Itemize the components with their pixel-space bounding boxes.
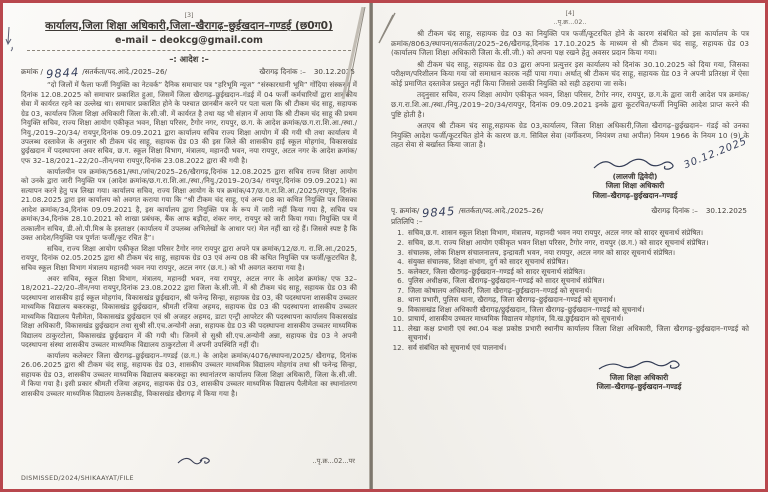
copy-list-item	[391, 295, 749, 305]
copy-list-item	[391, 343, 749, 353]
office-header: कार्यालय,जिला शिक्षा अधिकारी,जिला–खैरागढ़–छुईखदान–गण्डई (छ0ग0)	[45, 20, 333, 32]
item-number: 8.	[397, 295, 404, 305]
copy-list-item	[391, 276, 749, 286]
signatory-name: (लालजी द्विवेदी)	[612, 171, 658, 181]
item-number: 1.	[397, 228, 404, 238]
signature-block	[525, 135, 749, 201]
item-number: 3.	[397, 247, 404, 257]
officer-signature	[590, 154, 680, 172]
item-text: प्राचार्य, शासकीय उच्चतर माध्यमिक विद्यालय मोहगांव, वि.ख.छुईखदान को सूचनार्थ।	[408, 314, 624, 324]
signatory-district: जिला–खैरागढ़–छुईखदान–गण्डई	[596, 382, 682, 392]
file-reference: DISMISSED/2024/SHIKAAYAT/FILE	[21, 475, 134, 482]
body-paragraph: सचिव, राज्य शिक्षा आयोग एकीकृत शिक्षा परिसर टैगोर नगर रायपुर द्वारा अपने पत्र क्रमांक/12/छ.ग. रा.शि.आ./2025, रायपुर, दिनांक 02.05.2025 द्वारा श्री टीकम चंद साहू, सहायक ग्रेड 03 एवं अन्य 08 की कथित नियुक्ति पत्र फर्जी/कूटरचित है, सचिव स्कूल शिक्षा विभाग मंत्रालय महानदी भवन नया रायपुर, अटल नगर (छ.ग.) को भी अवगत कराया गया है।	[21, 243, 357, 272]
copy-list-item	[391, 305, 749, 315]
copy-list-item	[391, 286, 749, 296]
endorsement-reference-line	[391, 204, 747, 221]
place-date-label: खैरागढ़ दिनांक :–	[259, 67, 306, 77]
page-bottom-row	[21, 453, 357, 467]
item-text: लेखा कक्ष प्रभारी एवं स्था.04 कक्ष प्रकोष्ठ प्रभारी स्थानीय कार्यालय जिला शिक्षा अधिकारी, जिला खैरागढ़–छुईखदान–गण्डई को सूचनार्थ।	[408, 323, 749, 343]
copy-list-item	[391, 314, 749, 324]
signatory-title: जिला शिक्षा अधिकारी	[605, 181, 665, 191]
copy-list-item	[391, 238, 749, 248]
body-paragraph: अतएव श्री टीकम चंद साहू,सहायक ग्रेड 03,कार्यालय, जिला शिक्षा अधिकारी,जिला खैरागढ़–छुईखदान– गंडई को उनका नियुक्ति आदेश फर्जी/कूटरचित होने के कारण छ.ग. सिविल सेवा (वर्गीकरण, नियंत्रण तथा अपील) नियम 1966 के नियम 10 (9) के तहत सेवा से बर्खास्त किया जाता है।	[391, 120, 749, 150]
bottom-signature-block	[539, 356, 739, 392]
copy-list-item	[391, 324, 749, 343]
item-number: 6.	[397, 276, 404, 286]
item-text: थाना प्रभारी, पुलिस थाना, खैरागढ़, जिला खैरागढ़–छुईखदान–गण्डई को सूचनार्थ।	[408, 295, 616, 305]
handwritten-date: 30.12.2025	[682, 135, 749, 172]
body-paragraph: अवर सचिव, स्कूल शिक्षा विभाग, मंत्रालय, महानदी भवन, नया रायपुर, अटल नगर के आदेश क्रमांक/ एफ 32–18/2021–22/20–तीन/नया रायपुर,दिनांक 23.08.2022 द्वारा जिला के.सी.जी. में श्री टीकम चंद साहू, सहायक ग्रेड 03 की पदस्थापना शासकीय हाई स्कूल मोहगांव, विकासखंड छुईखदान, श्री फनेन्द्र सिन्हा, सहायक ग्रेड 03, की पदस्थापना शासकीय उच्चतर माध्यमिक विद्यालय बकरकट्टा, विकासखंड छुईखदान, श्रीमती रजिया अहमद, सहायक ग्रेड 03 की पदस्थापना शासकीय उच्चतर माध्यमिक विद्यालय पैलीमेता, विकासखंड छुईखदान एवं श्री अजहर अहमद, डाटा एन्ट्री आपरेटर की पदस्थापना कार्यालय विकासखंड शिक्षा अधिकारी, विकासखंड छुईखदान तथा सुश्री सी.एच.अन्योनी अन्ना, सहायक ग्रेड 03 की पदस्थापना शासकीय उच्चतर माध्यमिक विद्यालय ठाकुरटोला, विकासखंड छुईखदान में की गयी थी। जिनमें से सुश्री सी.एच.अन्योनी अन्ना, सहायक ग्रेड 03 ने अपनी पदस्थापना संस्था शासकीय उच्चतर माध्यमिक विद्यालय ठाकुरटोला में अपनी उपस्थिति नहीं दी।	[21, 273, 357, 349]
item-number: 4.	[397, 257, 404, 267]
continuation-note: ..पृ.क्र...02...पर	[312, 457, 355, 465]
reference-line	[21, 65, 355, 82]
copy-list-item	[391, 257, 749, 267]
item-number: 12.	[392, 343, 404, 352]
copy-list-item	[391, 267, 749, 277]
item-number: 9.	[397, 304, 404, 314]
copy-to-label: प्रतिलिपि :–	[391, 217, 423, 227]
ref-suffix: /सतर्कता/पद.आदे./2025–26/	[82, 67, 167, 77]
copy-list-item	[391, 228, 749, 238]
item-number: 7.	[397, 285, 404, 295]
email-line: e-mail – deokcg@gmail.com	[115, 35, 263, 47]
item-text: विकासखंड शिक्षा अधिकारी खैरागढ़/छुईखदान, जिला खैरागढ़–छुईखदान–गण्डई को सूचनार्थ।	[408, 304, 645, 314]
item-text: सचिव,छ.ग. शासन स्कूल शिक्षा विभाग, मंत्रालय, महानदी भवन नया रायपुर, अटल नगर को सादर सूचनार्थ संप्रेषित।	[408, 228, 704, 238]
body-paragraph: कार्यालय कलेक्टर जिला खैरागढ़–छुईखदान–गण्डई (छ.ग.) के आदेश क्रमांक/4076/स्थापना/2025/ खैरागढ़, दिनांक 26.06.2025 द्वारा श्री टीकम चंद साहू, सहायक ग्रेड 03, शासकीय उच्चतर माध्यमिक विद्यालय मोहगांव तथा श्री फनेन्द्र सिन्हा, सहायक ग्रेड 03, शासकीय उच्चतर माध्यमिक विद्यालय बकरकट्टा का स्थानांतरण कार्यालय जिला शिक्षा अधिकारी, जिला के.सी.जी. में किया गया है। इसी प्रकार श्रीमती रजिया अहमद, सहायक ग्रेड 03, शासकीय उच्चतर माध्यमिक विद्यालय पैलीमेता का स्थानांतरण शासकीय उच्चतर माध्यमिक विद्यालय ठेलकाडीह, विकासखंड खैरागढ़ में किया गया है।	[21, 350, 357, 398]
copy-distribution-list	[391, 228, 749, 352]
body-paragraph: श्री टीकम चंद साहू, सहायक ग्रेड 03 का नियुक्ति पत्र फर्जी/कूटरचित होने के कारण संबंधित को इस कार्यालय के पत्र क्रमांक/8063/स्थापना/सतर्कता/2025–26/खैरागढ़,दिनांक 17.10.2025 के माध्यम से श्री टीकम चंद साहू, सहायक ग्रेड 03 (कार्यालय जिला शिक्षा अधिकारी जिला के.सी.जी.) को अपना पक्ष रखने हेतु अवसर प्रदान किया गया।	[391, 29, 749, 58]
page-number: [3]	[184, 11, 194, 19]
document-page-3	[3, 3, 369, 489]
page-continuation-ref: ..पृ.क्र...02..	[553, 18, 587, 26]
item-text: संयुक्त संचालक, शिक्षा संभाग, दुर्ग को सादर सूचनार्थ संप्रेषित।	[408, 257, 569, 267]
body-paragraph: तद्नुसार सचिव, राज्य शिक्षा आयोग एकीकृत भवन, शिक्षा परिसर, टैगोर नगर, रायपुर, छ.ग.के द्वारा जारी आदेश पत्र क्रमांक/छ.ग.रा.शि.आ./स्था./नियु./2019–20/34/रायपुर, दिनांक 09.09.2021 इनके द्वारा कूटरचित/फर्जी नियुक्ति आदेश प्राप्त करने की पुष्टि होती है।	[391, 90, 749, 119]
body-paragraph: “दो जिलों में फैला फर्जी नियुक्ति का नेटवर्क” दैनिक समाचार पत्र “हरिभूमि न्यूज” “संस्कारधानी भूमि” गोंदिया संस्करण में दिनांक 12.08.2025 को समाचार प्रकाशित हुआ, जिसमें जिला खैरागढ़–छुईखदान–गंडई में 04 फर्जी कर्मचारियों द्वारा शासकीय सेवा में कार्यरत रहने का उल्लेख था। समाचार प्रकाशित होने के पश्चात छानबीन करने पर पता चला कि श्री टीकम चंद साहू, सहायक ग्रेड 03, कार्यालय जिला शिक्षा अधिकारी जिला के.सी.जी. में कार्यरत है तथा यह भी संज्ञान में आया कि श्री टीकम चंद साहू की प्रथम नियुक्ति सचिव, राज्य शिक्षा आयोग एकीकृत भवन, शिक्षा परिसर, टैगोर नगर, रायपुर, छ.ग. के आदेश क्रमांक/छ.ग.रा.शि.आ./स्था./नियु./2019–20/34/ रायपुर,दिनांक 09.09.2021 द्वारा कार्यालय सचिव राज्य शिक्षा आयोग में की गयी थी तथा कार्यालय में उपलब्ध दस्तावेज के अनुसार श्री टीकम चंद साहू, सहायक ग्रेड 03 की इस जिले की शासकीय हाई स्कूल मोहगांव, विकासखंड छुईखदान में पदस्थापना अवर सचिव, छ.ग. स्कूल शिक्षा विभाग, मंत्रालय, महानदी भवन, नया रायपुर, अटल नगर के आदेश क्रमांक/ एफ 32–18/2021–22/20–तीन/नया रायपुर,दिनांक 23.08.2022 द्वारा की गयी है।	[21, 80, 357, 165]
item-text: जिला कोषालय अधिकारी, जिला खैरागढ़–छुईखदान–गण्डई को सूचनार्थ।	[408, 285, 592, 295]
item-text: कलेक्टर, जिला खैरागढ़–छुईखदान–गण्डई को सादर सूचनार्थ संप्रेषित।	[408, 266, 586, 276]
item-text: सचिव, छ.ग. राज्य शिक्षा आयोग एकीकृत भवन शिक्षा परिसर, टैगोर नगर, रायपुर (छ.ग.) को सादर सूचनार्थ संप्रेषित।	[408, 237, 709, 247]
document-page-4	[373, 3, 765, 489]
ref-suffix: /सतर्कता/पद.आदे./2025–26/	[458, 206, 544, 216]
order-heading: –: आदेश :–	[169, 54, 209, 65]
item-number: 10.	[392, 314, 404, 324]
item-text: संचालक, लोक शिक्षण संचालनालय, इन्द्रावती भवन, नया रायपुर, अटल नगर को सादर सूचनार्थ संप्रेषित।	[408, 247, 676, 257]
item-number: 5.	[397, 266, 404, 276]
item-text: पुलिस अधीक्षक, जिला खैरागढ़–छुईखदान–गण्डई को सादर सूचनार्थ संप्रेषित।	[408, 276, 605, 286]
body-paragraph: श्री टीकम चंद साहू, सहायक ग्रेड 03 द्वारा अपना प्रत्युत्तर इस कार्यालय को दिनांक 30.10.2025 को दिया गया, जिसका परीक्षण/परिशीलन किया गया जो समाधान कारक नहीं पाया गया। अर्थात् श्री टीकम चंद साहू, सहायक ग्रेड 03 ने अपनी प्रतिरक्षा में ऐसा कोई प्रमाणित दस्तावेज प्रस्तुत नहीं किया जिससे उसकी नियुक्ति को सही ठहराया जा सके।	[391, 59, 749, 89]
page-number: [4]	[565, 9, 575, 17]
signatory-district: जिला–खैरागढ़–छुईखदान–गण्डई	[592, 190, 678, 200]
officer-initials-signature	[176, 453, 218, 467]
ref-prefix: क्रमांक /	[21, 67, 43, 77]
body-paragraph: कार्यालयीन पत्र क्रमांक/5681/स्था./जांच/2025–26/खैरागढ़,दिनांक 12.08.2025 द्वारा सचिव राज्य शिक्षा आयोग को उनके द्वारा जारी नियुक्ति पत्र (आदेश क्रमांक/छ.ग.रा.शि.आ./स्था./नियु./2019–20/34/ रायपुर,दिनांक 09.09.2021) का सत्यापन करने हेतु पत्र लिखा गया। कार्यालय सचिव, राज्य शिक्षा आयोग के पत्र क्रमांक/47/छ.ग.रा.शि.आ./2025/रायपुर, दिनांक 21.08.2025 द्वारा इस कार्यालय को अवगत कराया गया कि “श्री टीकम चंद साहू, एवं अन्य 08 का कथित नियुक्ति पत्र जिसका आदेश क्रमांक/34,दिनांक 09.09.2021 है, इस कार्यालय द्वारा नियुक्ति पत्र के रूप में जारी नहीं किया गया है, सचिव पत्र क्रमांक/34,दिनांक 28.10.2021 को शाखा प्रबंधक, बैंक आफ बड़ौदा, शंकर नगर, रायपुर को जारी किया गया। नियुक्ति पत्र में तत्कालीन सचिव, डी.ओ.पी.मिश्र के हस्ताक्षर (कार्यालय में उपलब्ध अभिलेखों के आधार पर) मेल नहीं खा रहे हैं। जिससे स्पष्ट है कि उक्त आदेश/नियुक्ति पत्र पूर्णतः फर्जी/कूट रचित है”।	[21, 166, 357, 242]
officer-signature	[593, 356, 685, 373]
order-date: 30.12.2025	[705, 206, 747, 216]
item-text: सर्व संबंधित को सूचनार्थ एवं पालनार्थ।	[408, 343, 507, 352]
handwritten-ref-number: 9845	[421, 204, 457, 221]
ref-prefix: पृ. क्रमांक/	[391, 206, 420, 216]
order-date: 30.12.2025	[313, 67, 355, 77]
body-text	[391, 29, 749, 150]
item-number: 11.	[392, 323, 404, 333]
header-rule	[27, 50, 351, 52]
place-date-label: खैरागढ़ दिनांक :–	[651, 206, 698, 216]
handwritten-ref-number: 9844	[45, 65, 80, 82]
item-number: 2.	[397, 237, 404, 247]
body-text	[21, 80, 357, 398]
signatory-title: जिला शिक्षा अधिकारी	[609, 372, 669, 382]
margin-pen-mark	[3, 25, 17, 53]
copy-list-item	[391, 248, 749, 258]
